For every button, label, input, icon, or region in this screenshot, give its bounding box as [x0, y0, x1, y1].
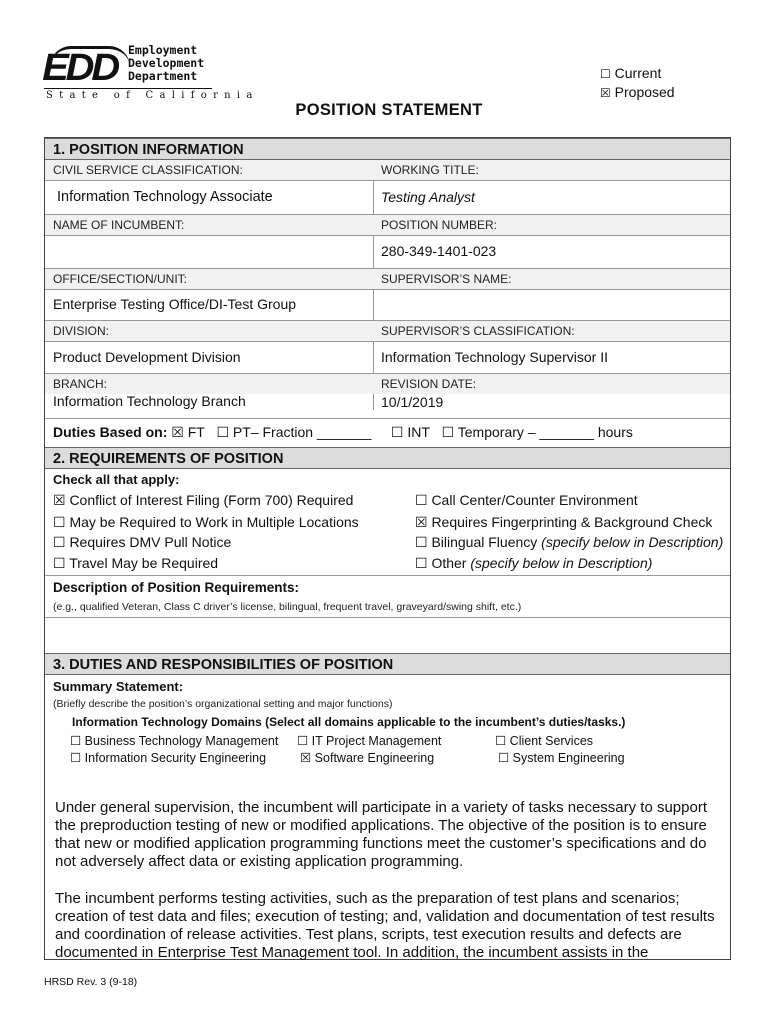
incumbent-label: NAME OF INCUMBENT:	[45, 214, 373, 236]
branch-value[interactable]: Information Technology Branch	[53, 393, 246, 409]
logo-line-department: Department	[128, 69, 198, 83]
revision-label: REVISION DATE:	[373, 373, 730, 394]
logo-rule	[44, 88, 212, 89]
req-travel[interactable]: ☐ Travel May be Required	[53, 555, 219, 571]
logo-department-name	[128, 44, 204, 83]
req-fingerprinting[interactable]	[415, 514, 712, 531]
domain-system-engineering[interactable]: ☐ System Engineering	[498, 751, 625, 765]
duties-pt-option[interactable]: ☐ PT– Fraction _______	[216, 424, 372, 440]
section3-heading: 3. DUTIES AND RESPONSIBILITIES OF POSITION	[45, 653, 730, 675]
divider	[45, 418, 730, 419]
logo-line-development: Development	[128, 56, 205, 70]
current-label: Current	[614, 65, 662, 81]
supervisor-class-label: SUPERVISOR’S CLASSIFICATION:	[373, 320, 730, 342]
logo-line-employment: Employment	[128, 43, 198, 57]
proposed-label: Proposed	[614, 84, 675, 100]
domain-information-security[interactable]: ☐ Information Security Engineering	[70, 751, 267, 765]
status-current[interactable]	[600, 64, 661, 83]
duties-paragraph-2: The incumbent performs testing activities, such as the preparation of test plans and scenarios; creation of test data and files; execution of testing; and, validation and documentation of test results and coordination of release activities. Test plans, scripts, test execution results and defects are documented in Enterprise Test Management tool. In addition, the incumbent assists in the	[55, 890, 715, 961]
req-bilingual-label: ☐ Bilingual Fluency	[415, 534, 542, 550]
page-title: POSITION STATEMENT	[295, 101, 483, 119]
status-proposed[interactable]	[600, 83, 675, 102]
req-other-label: ☐ Other	[415, 555, 471, 571]
supervisor-class-value[interactable]: Information Technology Supervisor II	[381, 349, 608, 365]
desc-label: Description of Position Requirements:	[53, 580, 300, 595]
duties-temp-option[interactable]: ☐ Temporary – _______ hours	[441, 424, 633, 440]
duties-label: Duties Based on:	[53, 424, 168, 440]
branch-label: BRANCH:	[45, 373, 373, 394]
desc-value[interactable]	[45, 618, 730, 652]
domains-title: Information Technology Domains (Select all domains applicable to the incumbent’s duties/tasks.)	[72, 715, 626, 729]
req-other-note: (specify below in Description)	[470, 555, 653, 571]
req-multiple-locations[interactable]: ☐ May be Required to Work in Multiple Locations	[53, 514, 359, 530]
duties-based-on	[53, 424, 633, 441]
divider	[45, 575, 730, 576]
req-call-center[interactable]	[415, 492, 638, 509]
position-form	[44, 137, 731, 960]
logo-state: State of California	[46, 90, 259, 101]
proposed-checkbox[interactable]: ☒	[600, 86, 611, 100]
domain-software-engineering[interactable]: ☒ Software Engineering	[300, 751, 435, 765]
section2-heading: 2. REQUIREMENTS OF POSITION	[45, 447, 730, 469]
req-fingerprinting-label: ☒ Requires Fingerprinting & Background Check	[415, 514, 713, 530]
domain-business-technology[interactable]: ☐ Business Technology Management	[70, 734, 279, 748]
edd-logo	[42, 42, 259, 104]
supervisor-name-label: SUPERVISOR’S NAME:	[373, 268, 730, 290]
office-value[interactable]: Enterprise Testing Office/DI-Test Group	[53, 296, 297, 312]
req-other[interactable]	[415, 555, 652, 572]
req-bilingual[interactable]	[415, 534, 723, 551]
civil-service-label: CIVIL SERVICE CLASSIFICATION:	[45, 160, 373, 181]
req-bilingual-note: (specify below in Description)	[541, 534, 724, 550]
domain-it-project-management[interactable]: ☐ IT Project Management	[297, 734, 442, 748]
logo-mark: EDD	[42, 47, 118, 89]
position-number-value[interactable]: 280-349-1401-023	[381, 243, 497, 259]
summary-label: Summary Statement:	[53, 679, 184, 694]
duties-int-option[interactable]: ☐ INT	[390, 424, 430, 440]
current-checkbox[interactable]: ☐	[600, 67, 611, 81]
working-title-label: WORKING TITLE:	[373, 160, 730, 181]
civil-service-value[interactable]: Information Technology Associate	[57, 189, 273, 205]
section1-heading: 1. POSITION INFORMATION	[45, 138, 730, 160]
summary-hint: (Briefly describe the position’s organizational setting and major functions)	[53, 698, 393, 710]
form-revision-footer: HRSD Rev. 3 (9-18)	[44, 976, 138, 988]
duties-paragraph-1: Under general supervision, the incumbent will participate in a variety of tasks necessary to support the preproduction testing of new or modified applications. The objective of the position is to ensure that new or modified application programming functions meet the customer’s specifications and do not adversely affect data or existing application programming.	[55, 799, 707, 870]
revision-value[interactable]: 10/1/2019	[381, 394, 444, 410]
domain-client-services[interactable]: ☐ Client Services	[495, 734, 594, 748]
working-title-value[interactable]: Testing Analyst	[381, 189, 475, 205]
duties-ft-option[interactable]: ☒ FT	[171, 424, 205, 440]
desc-hint: (e.g., qualified Veteran, Class C driver’s license, bilingual, frequent travel, graveyard/swing shift, etc.)	[53, 601, 522, 613]
division-value[interactable]: Product Development Division	[53, 349, 241, 365]
office-label: OFFICE/SECTION/UNIT:	[45, 268, 373, 290]
division-label: DIVISION:	[45, 320, 373, 342]
req-dmv-pull-notice[interactable]: ☐ Requires DMV Pull Notice	[53, 534, 232, 550]
req-call-center-label: ☐ Call Center/Counter Environment	[415, 492, 638, 508]
check-all-label: Check all that apply:	[53, 472, 180, 487]
req-conflict-of-interest[interactable]: ☒ Conflict of Interest Filing (Form 700) Required	[53, 492, 354, 508]
position-number-label: POSITION NUMBER:	[373, 214, 730, 236]
